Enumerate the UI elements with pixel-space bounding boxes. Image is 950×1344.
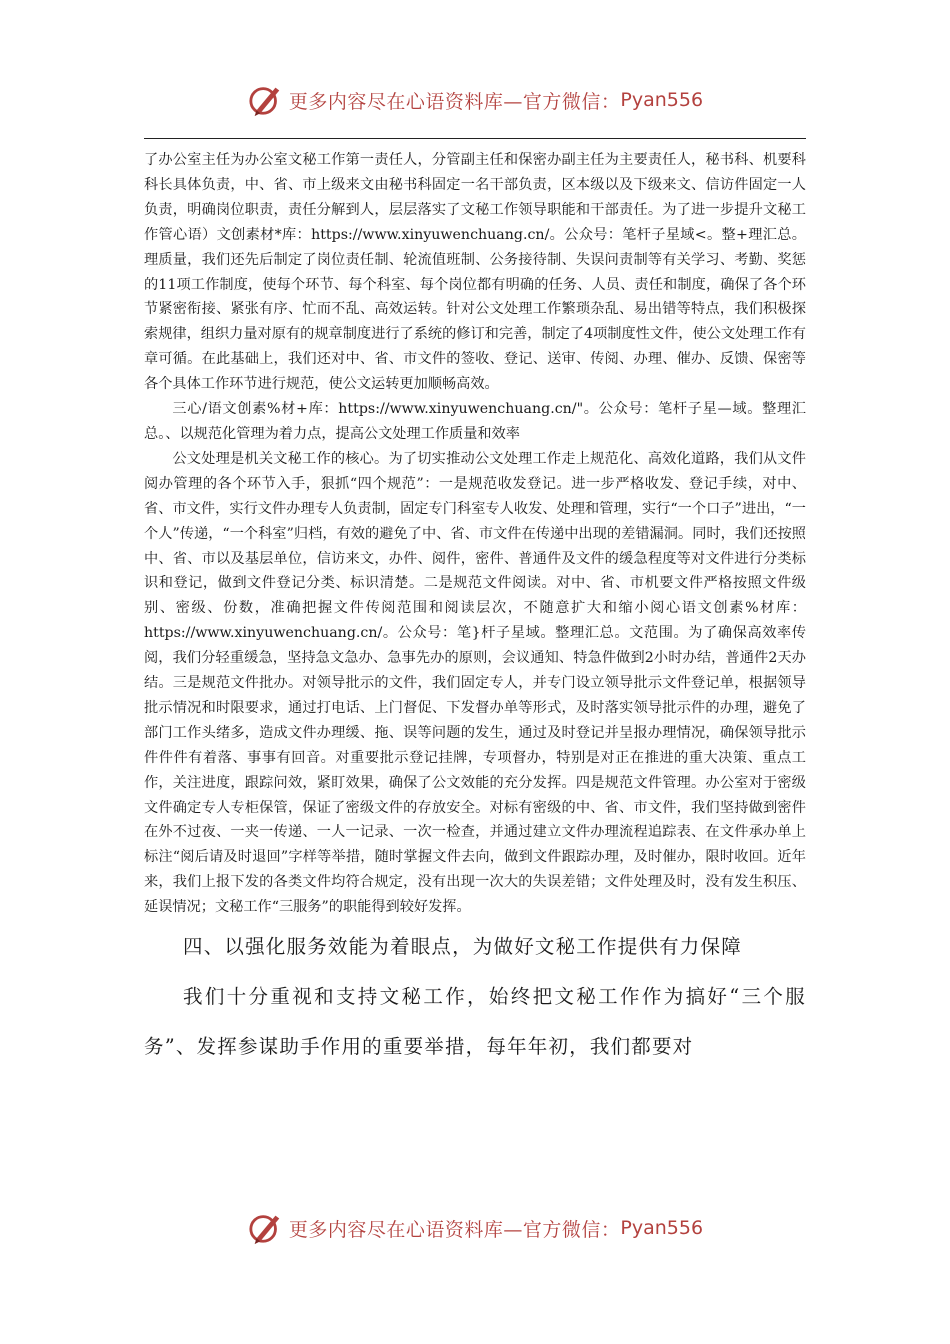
paragraph-1: 了办公室主任为办公室文秘工作第一责任人，分管副主任和保密办副主任为主要责任人，秘书科、机要科科长具体负责，中、省、市上级来文由秘书科固定一名干部负责，区本级以及下级来文、信访件固定一人负责，明确岗位职责，责任分解到人，层层落实了文秘工作领导职能和干部责任。为了进一步提升文秘工作管心语）文创素材*库：https://www.xinyuwenchuang.cn/。公众号：笔杆子星域<。整+理汇总。理质量，我们还先后制定了岗位责任制、轮流值班制、公务接待制、失误问责制等有关学习、考勤、奖惩的11项工作制度，使每个环节、每个科室、每个岗位都有明确的任务、人员、责任和制度，确保了各个环节紧密衔接、紧张有序、忙而不乱、高效运转。针对公文处理工作繁琐杂乱、易出错等特点，我们积极探索规律，组织力量对原有的规章制度进行了系统的修订和完善，制定了4项制度性文件，使公文处理工作有章可循。在此基础上，我们还对中、省、市文件的签收、登记、送审、传阅、办理、催办、反馈、保密等各个具体工作环节进行规范，使公文运转更加顺畅高效。 <box>144 152 806 393</box>
header-rule <box>144 138 806 139</box>
header-banner-text: 更多内容尽在心语资料库—官方微信： <box>288 90 621 113</box>
paragraph-3: 公文处理是机关文秘工作的核心。为了切实推动公文处理工作走上规范化、高效化道路，我们从文件阅办管理的各个环节入手，狠抓“四个规范”：一是规范收发登记。进一步严格收发、登记手续，对中、省、市文件，实行文件办理专人负责制，固定专门科室专人收发、处理和管理，实行“一个口子”进出，“一个人”传递，“一个科室”归档，有效的避免了中、省、市文件在传递中出现的差错漏洞。同时，我们还按照中、省、市以及基层单位，信访来文，办件、阅件，密件、普通件及文件的缓急程度等对文件进行分类标识和登记，做到文件登记分类、标识清楚。二是规范文件阅读。对中、省、市机要文件严格按照文件级别、密级、份数，准确把握文件传阅范围和阅读层次，不随意扩大和缩小阅心语文创素%材库：https://www.xinyuwenchuang.cn/。公众号：笔}杆子星域。整理汇总。文范围。为了确保高效率传阅，我们分轻重缓急，坚持急文急办、急事先办的原则，会议通知、特急件做到2小时办结，普通件2天办结。三是规范文件批办。对领导批示的文件，我们固定专人，并专门设立领导批示文件登记单，根据领导批示情况和时限要求，通过打电话、上门督促、下发督办单等形式，及时落实领导批示件的办理，避免了部门工作头绪多，造成文件办理缓、拖、误等问题的发生，通过及时登记并呈报办理情况，确保领导批示件件件有着落、事事有回音。对重要批示登记挂牌，专项督办，特别是对正在推进的重大决策、重点工作，关注进度，跟踪问效，紧盯效果，确保了公文效能的充分发挥。四是规范文件管理。办公室对于密级文件确定专人专柜保管，保证了密级文件的存放安全。对标有密级的中、省、市文件，我们坚持做到密件在外不过夜、一夹一传递、一人一记录、一次一检查，并通过建立文件办理流程追踪表、在文件承办单上标注“阅后请及时退回”字样等举措，随时掌握文件去向，做到文件跟踪办理，及时催办，限时收回。近年来，我们上报下发的各类文件均符合规定，没有出现一次大的失误差错；文件处理及时，没有发生积压、延误情况；文秘工作“三服务”的职能得到较好发挥。 <box>144 450 806 916</box>
header-banner-handle: Pyan556 <box>620 89 704 111</box>
pen-logo-icon <box>247 82 285 118</box>
paragraph-4: 我们十分重视和支持文秘工作，始终把文秘工作作为搞好“三个服务”、发挥参谋助手作用的重要举措，每年年初，我们都要对 <box>144 985 806 1059</box>
footer-banner <box>0 1210 950 1246</box>
document-body <box>144 148 806 1072</box>
footer-banner-text: 更多内容尽在心语资料库—官方微信： <box>288 1218 621 1241</box>
pen-logo-icon <box>247 1210 285 1246</box>
header-banner <box>0 82 950 118</box>
section-heading: 四、以强化服务效能为着眼点，为做好文秘工作提供有力保障 <box>183 935 742 959</box>
paragraph-2: 三心/语文创素%材+库：https://www.xinyuwenchuang.cn/"。公众号：笔杆子星—域。整理汇总。、以规范化管理为着力点，提高公文处理工作质量和效率 <box>144 401 806 442</box>
footer-banner-handle: Pyan556 <box>620 1217 704 1239</box>
